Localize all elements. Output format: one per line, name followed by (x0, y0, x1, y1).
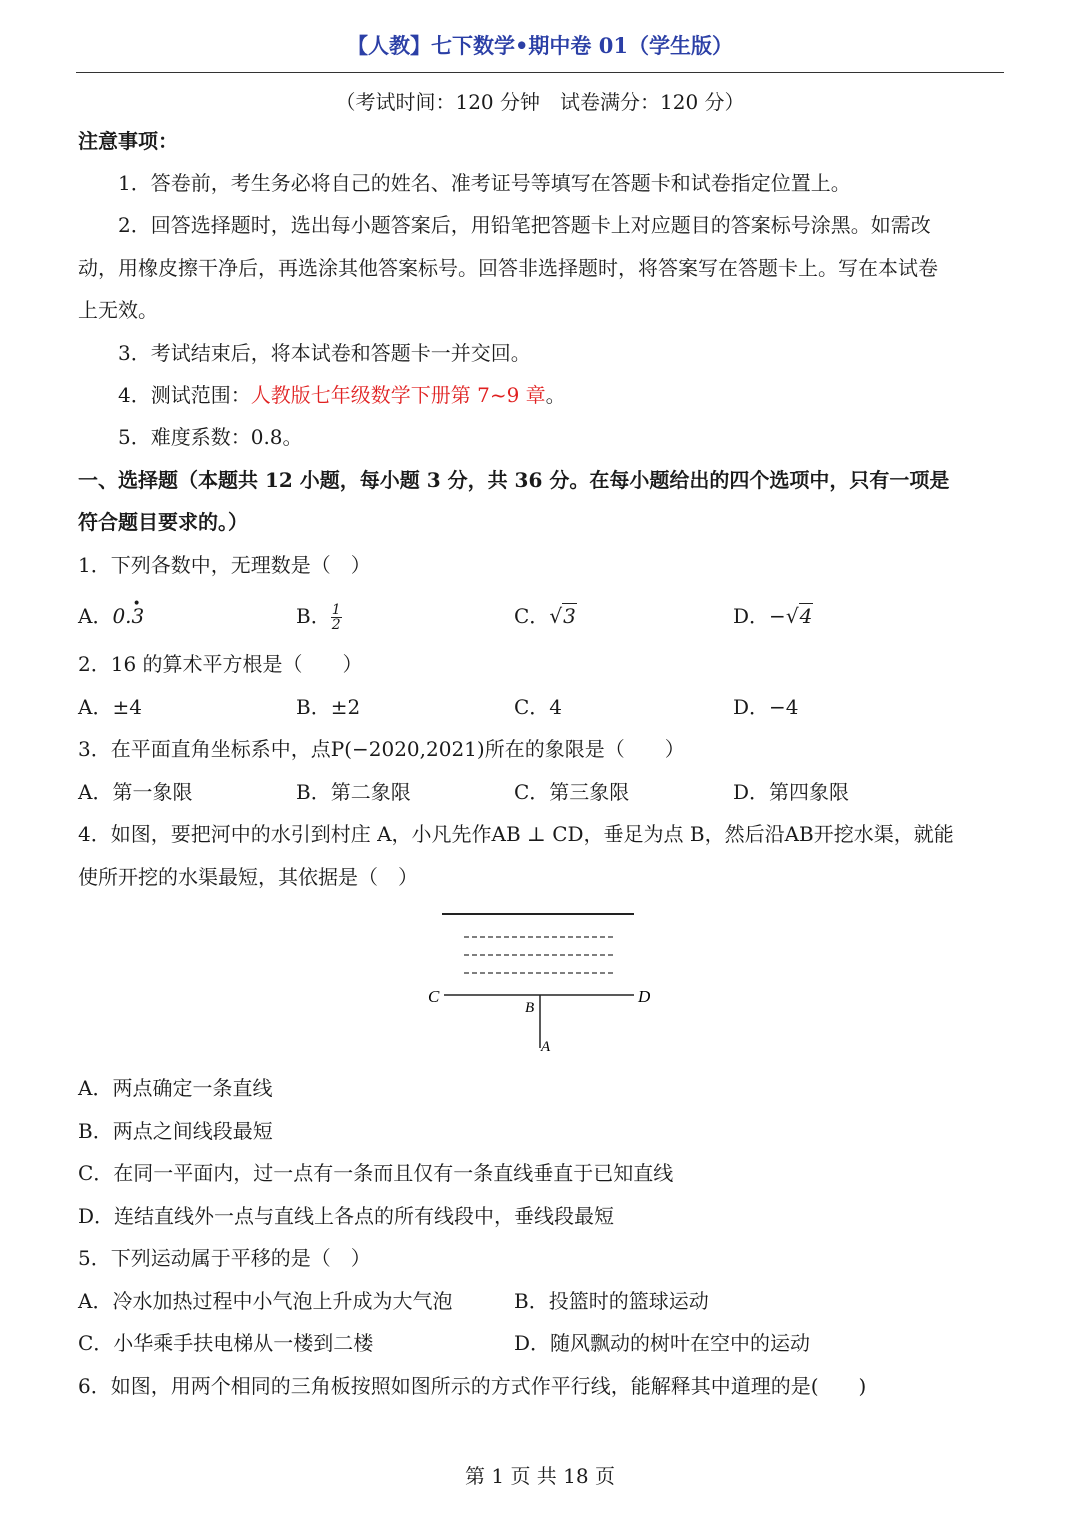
page-footer: 第 1 页 共 18 页 (465, 1464, 615, 1488)
q2-option-c: C．4 (514, 695, 563, 719)
fraction-denominator: 2 (331, 617, 341, 633)
notice-item-2-line2: 动，用橡皮擦干净后，再选涂其他答案标号。回答非选择题时，将答案写在答题卡上。写在本试卷 (78, 256, 938, 280)
q3-option-a: A．第一象限 (78, 780, 193, 804)
radicand: 4 (799, 604, 813, 628)
section-title-line1: 一、选择题（本题共 12 小题，每小题 3 分，共 36 分。在每小题给出的四个选项中，只有一项是 (78, 468, 950, 492)
minus-sign: − (769, 604, 786, 628)
notice-heading: 注意事项： (78, 129, 178, 153)
q1-option-d (733, 602, 813, 630)
q6-stem: 6．如图，用两个相同的三角板按照如图所示的方式作平行线，能解释其中道理的是( ) (78, 1374, 867, 1398)
q1-option-b-fraction (331, 603, 342, 632)
q4-option-a: A．两点确定一条直线 (78, 1076, 273, 1100)
q5-option-d: D．随风飘动的树叶在空中的运动 (514, 1331, 811, 1355)
q3-option-c: C．第三象限 (514, 780, 630, 804)
q1-option-d-label: D． (733, 604, 770, 628)
notice-item-2-line1: 2．回答选择题时，选出每小题答案后，用铅笔把答题卡上对应题目的答案标号涂黑。如需改 (118, 213, 931, 237)
section-title-line2: 符合题目要求的。） (78, 510, 248, 534)
q4-option-c: C．在同一平面内，过一点有一条而且仅有一条直线垂直于已知直线 (78, 1161, 674, 1185)
q1-option-c (514, 602, 577, 630)
document-title: 【人教】七下数学•期中卷 01（学生版） (347, 33, 733, 58)
q5-stem: 5．下列运动属于平移的是（ ） (78, 1246, 371, 1270)
notice-item-3: 3．考试结束后，将本试卷和答题卡一并交回。 (118, 341, 531, 365)
label-a: A (541, 1039, 551, 1055)
q1-option-b (296, 602, 342, 632)
river-village-figure (420, 905, 660, 1060)
q4-stem-line1: 4．如图，要把河中的水引到村庄 A，小凡先作AB ⊥ CD，垂足为点 B，然后沿AB开挖水渠，就能 (78, 822, 954, 846)
q5-option-a: A．冷水加热过程中小气泡上升成为大气泡 (78, 1289, 453, 1313)
notice-item-2-line3: 上无效。 (78, 298, 158, 322)
label-c: C (428, 987, 440, 1006)
notice-item-4-suffix: 。 (545, 383, 566, 407)
q1-option-a-repeating-digit: • 3 (132, 604, 145, 628)
q2-option-b: B．±2 (296, 695, 361, 719)
q2-stem: 2．16 的算术平方根是（ ） (78, 652, 363, 676)
fraction-numerator: 1 (331, 602, 341, 618)
test-range: 人教版七年级数学下册第 7~9 章 (250, 383, 546, 407)
q3-stem: 3．在平面直角坐标系中，点P(−2020,2021)所在的象限是（ ） (78, 737, 685, 761)
q4-stem-line2: 使所开挖的水渠最短，其依据是（ ） (78, 865, 418, 889)
q5-option-c: C．小华乘手扶电梯从一楼到二楼 (78, 1331, 374, 1355)
header-divider (76, 72, 1004, 73)
q2-option-a: A．±4 (78, 695, 142, 719)
q3-option-d: D．第四象限 (733, 780, 850, 804)
notice-item-1: 1．答卷前，考生务必将自己的姓名、准考证号等填写在答题卡和试卷指定位置上。 (118, 171, 851, 195)
q1-option-a (78, 602, 144, 630)
sqrt-sign: √ (549, 604, 563, 628)
sqrt-sign: √ (785, 604, 799, 628)
q5-option-b: B．投篮时的篮球运动 (514, 1289, 709, 1313)
q1-option-c-label: C． (514, 604, 550, 628)
exam-info: （考试时间：120 分钟 试卷满分：120 分） (335, 90, 745, 114)
q4-option-d: D．连结直线外一点与直线上各点的所有线段中，垂线段最短 (78, 1204, 615, 1228)
q2-option-d: D．−4 (733, 695, 799, 719)
q1-option-b-label: B． (296, 604, 331, 628)
q1-option-a-label: A． (78, 604, 113, 628)
radicand: 3 (563, 604, 576, 628)
label-d: D (638, 987, 651, 1006)
notice-item-5: 5．难度系数：0.8。 (118, 425, 303, 449)
q4-option-b: B．两点之间线段最短 (78, 1119, 273, 1143)
q3-option-b: B．第二象限 (296, 780, 411, 804)
label-b: B (525, 1000, 535, 1016)
q1-option-a-int: 0. (112, 604, 132, 628)
notice-item-4 (118, 381, 566, 409)
q1-stem: 1．下列各数中，无理数是（ ） (78, 553, 371, 577)
notice-item-4-prefix: 4．测试范围： (118, 383, 251, 407)
